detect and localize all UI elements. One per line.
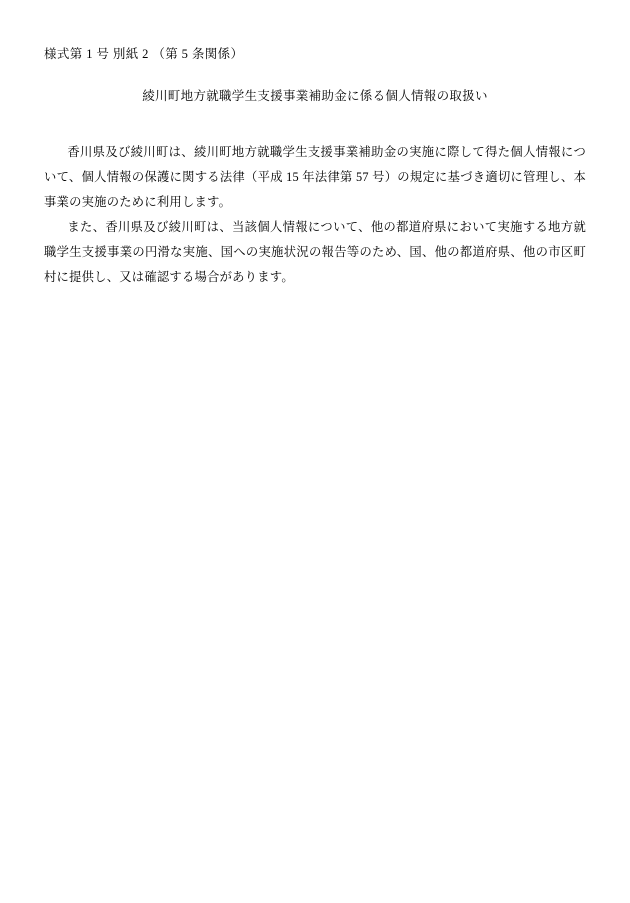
document-title: 綾川町地方就職学生支援事業補助金に係る個人情報の取扱い (142, 89, 488, 103)
body-paragraph-1: 香川県及び綾川町は、綾川町地方就職学生支援事業補助金の実施に際して得た個人情報について、個人情報の保護に関する法律（平成 15 年法律第 57 号）の規定に基づき適切に管理し、本事業の実施のために利用します。 (44, 145, 586, 209)
document-body (44, 140, 586, 290)
body-paragraph-2: また、香川県及び綾川町は、当該個人情報について、他の都道府県において実施する地方就職学生支援事業の円滑な実施、国への実施状況の報告等のため、国、他の都道府県、他の市区町村に提供し、又は確認する場合があります。 (44, 219, 586, 284)
form-number-label: 様式第 1 号 別紙 2 （第 5 条関係） (44, 47, 244, 61)
